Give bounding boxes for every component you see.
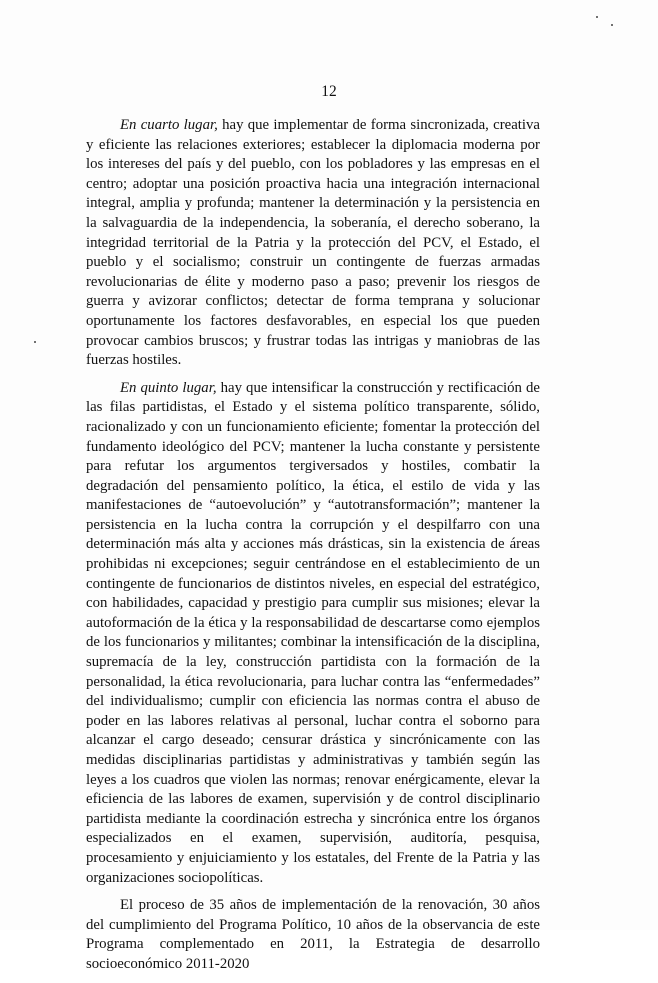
page-number: 12 — [321, 83, 337, 100]
scan-speck — [34, 341, 36, 343]
paragraph-proceso — [86, 896, 540, 974]
paragraph-quinto-lugar — [86, 379, 540, 888]
paragraph-lead-italic: En quinto lugar, — [120, 379, 217, 396]
paragraph-text: hay que intensificar la construcción y rectificación de las filas partidistas, el Estado y el sistema político transparente, sólido, racionalizado y con un funcionamiento eficiente; fomentar la protección del fundamento ideológico del PCV; mantener la lucha constante y persistente para refutar los argumentos tergiversados y hostiles, combatir la degradación del pensamiento político, la ética, el estilo de vida y las manifestaciones de “autoevolución” y “autotransformación”; mantener la persistencia en la lucha contra la corrupción y el despilfarro con una determinación más alta y acciones más drásticas, sin la existencia de áreas prohibidas ni excepciones; seguir centrándose en el establecimiento de un contingente de funcionarios de distintos niveles, en especial del estratégico, con habilidades, capacidad y prestigio para cumplir sus misiones; elevar la autoformación de la ética y la responsabilidad de descartarse como ejemplos de los funcionarios y militantes; combinar la intensificación de la disciplina, supremacía de la ley, construcción partidista con la formación de la personalidad, la ética revolucionaria, para luchar contra las “enfermedades” del individualismo; cumplir con eficiencia las normas contra el abuso de poder en las labores relativas al personal, luchar contra el soborno para alcanzar el cargo deseado; censurar drástica y sincrónicamente con las medidas disciplinarias partidistas y administrativas y también según las leyes a los cuadros que violen las normas; renovar enérgicamente, elevar la eficiencia de las labores de examen, supervisión y de control disciplinario partidista mediante la coordinación estrecha y sincrónica entre los órganos especializados en el examen, supervisión, auditoría, pesquisa, procesamiento y enjuiciamiento y los estatales, del Frente de la Patria y las organizaciones sociopolíticas. — [86, 379, 540, 886]
body-text — [86, 116, 540, 983]
paragraph-cuarto-lugar — [86, 116, 540, 371]
paragraph-text: hay que implementar de forma sincronizada, creativa y eficiente las relaciones exteriores; establecer la diplomacia moderna por los intereses del país y del pueblo, con los pobladores y las empresas en el centro; adoptar una posición proactiva hacia una integración internacional integral, amplia y profunda; mantener la determinación y la persistencia en la salvaguardia de la independencia, la soberanía, el derecho soberano, la integridad territorial de la Patria y la protección del PCV, el Estado, el pueblo y el socialismo; construir un contingente de fuerzas armadas revolucionarias de élite y moderno paso a paso; prevenir los riesgos de guerra y avizorar conflictos; detectar de forma temprana y solucionar oportunamente los factores desfavorables, en especial los que pueden provocar cambios bruscos; y frustrar todas las intrigas y maniobras de las fuerzas hostiles. — [86, 117, 540, 369]
paragraph-text: El proceso de 35 años de implementación de la renovación, 30 años del cumplimiento del Programa Político, 10 años de la observancia de este Programa complementado en 2011, la Estrategia de desarrollo socioeconómico 2011-2020 — [86, 897, 540, 972]
paragraph-lead-italic: En cuarto lugar, — [120, 117, 218, 133]
scan-speck — [596, 16, 598, 18]
scan-speck — [611, 24, 613, 26]
